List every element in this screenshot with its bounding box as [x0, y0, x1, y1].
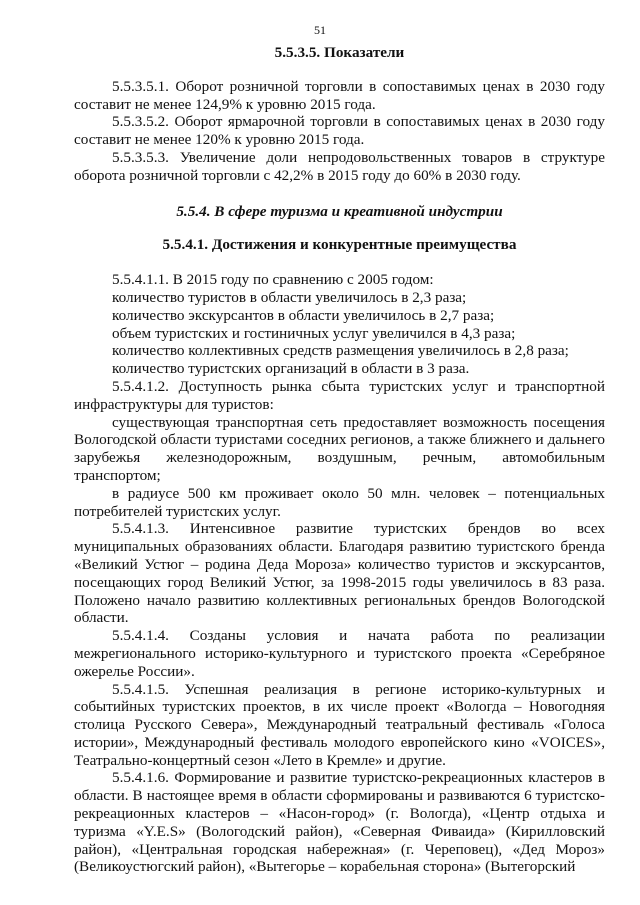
paragraph: 5.5.3.5.2. Оборот ярмарочной торговли в сопоставимых ценах в 2030 году составит не менее 120% к уровню 2015 года.: [74, 113, 605, 149]
list-item: количество коллективных средств размещения увеличилось в 2,8 раза;: [112, 342, 569, 360]
list-item: количество экскурсантов в области увеличилось в 2,7 раза;: [112, 306, 495, 324]
paragraph: 5.5.4.1.3. Интенсивное развитие туристских брендов во всех муниципальных образованиях области. Благодаря развитию туристского бренда «Великий Устюг – родина Деда Мороза» количество туристов и экскурсантов, посещающих город Великий Устюг, за 1998-2015 годы увеличилось в 83 раза. Положено начало развитию коллективных региональных брендов Вологодской области.: [74, 520, 605, 627]
heading-5541: 5.5.4.1. Достижения и конкурентные преимущества: [162, 236, 517, 254]
list-item: количество туристов в области увеличилось в 2,3 раза;: [112, 288, 467, 306]
paragraph: 5.5.3.5.1. Оборот розничной торговли в сопоставимых ценах в 2030 году составит не менее 124,9% к уровню 2015 года.: [74, 77, 605, 113]
paragraph: 5.5.4.1.5. Успешная реализация в регионе историко-культурных и событийных туристских проектов, в их числе проект «Вологда – Новогодняя столица Русского Севера», Международный театральный фестиваль «Голоса истории», Международный фестиваль молодого европейского кино «VOICES», Театрально-концертный сезон «Лето в Кремле» и другие.: [74, 680, 605, 769]
section-5541-body: [74, 271, 605, 876]
list-item: в радиусе 500 км проживает около 50 млн. человек – потенциальных потребителей туристских услуг.: [74, 484, 605, 520]
list-item: существующая транспортная сеть предоставляет возможность посещения Вологодской области туристами соседних регионов, а также ближнего и дальнего зарубежья железнодорожным, воздушным, речным, автомобильным транспортом;: [74, 413, 605, 484]
paragraph: 5.5.4.1.4. Созданы условия и начата работа по реализации межрегионального историко-культурного и туристского проекта «Серебряное ожерелье России».: [74, 627, 605, 680]
heading-554: 5.5.4. В сфере туризма и креативной индустрии: [176, 202, 503, 220]
section-5535-items: [74, 78, 605, 185]
list-item: объем туристских и гостиничных услуг увеличился в 4,3 раза;: [112, 324, 516, 342]
heading-5535: 5.5.3.5. Показатели: [274, 44, 405, 61]
paragraph: 5.5.4.1.6. Формирование и развитие туристско-рекреационных кластеров в области. В настоящее время в области сформированы и развиваются 6 туристско-рекреационных кластеров – «Насон-город» (г. Вологда), «Центр отдыха и туризма «Y.E.S» (Вологодский район), «Северная Фиваида» (Кирилловский район), «Центральная городская набережная» (г. Череповец), «Дед Мороз» (Великоустюгский район), «Вытегорье – корабельная сторона» (Вытегорский: [74, 769, 605, 876]
paragraph: 5.5.3.5.3. Увеличение доли непродовольственных товаров в структуре оборота розничной торговли с 42,2% в 2015 году до 60% в 2030 году.: [74, 148, 605, 184]
list-item: количество туристских организаций в области в 3 раза.: [112, 360, 470, 378]
page-content: [74, 44, 605, 876]
page-number: 51: [314, 23, 326, 37]
paragraph: 5.5.4.1.2. Доступность рынка сбыта туристских услуг и транспортной инфраструктуры для туристов:: [74, 377, 605, 413]
paragraph: 5.5.4.1.1. В 2015 году по сравнению с 2005 годом:: [112, 271, 434, 289]
